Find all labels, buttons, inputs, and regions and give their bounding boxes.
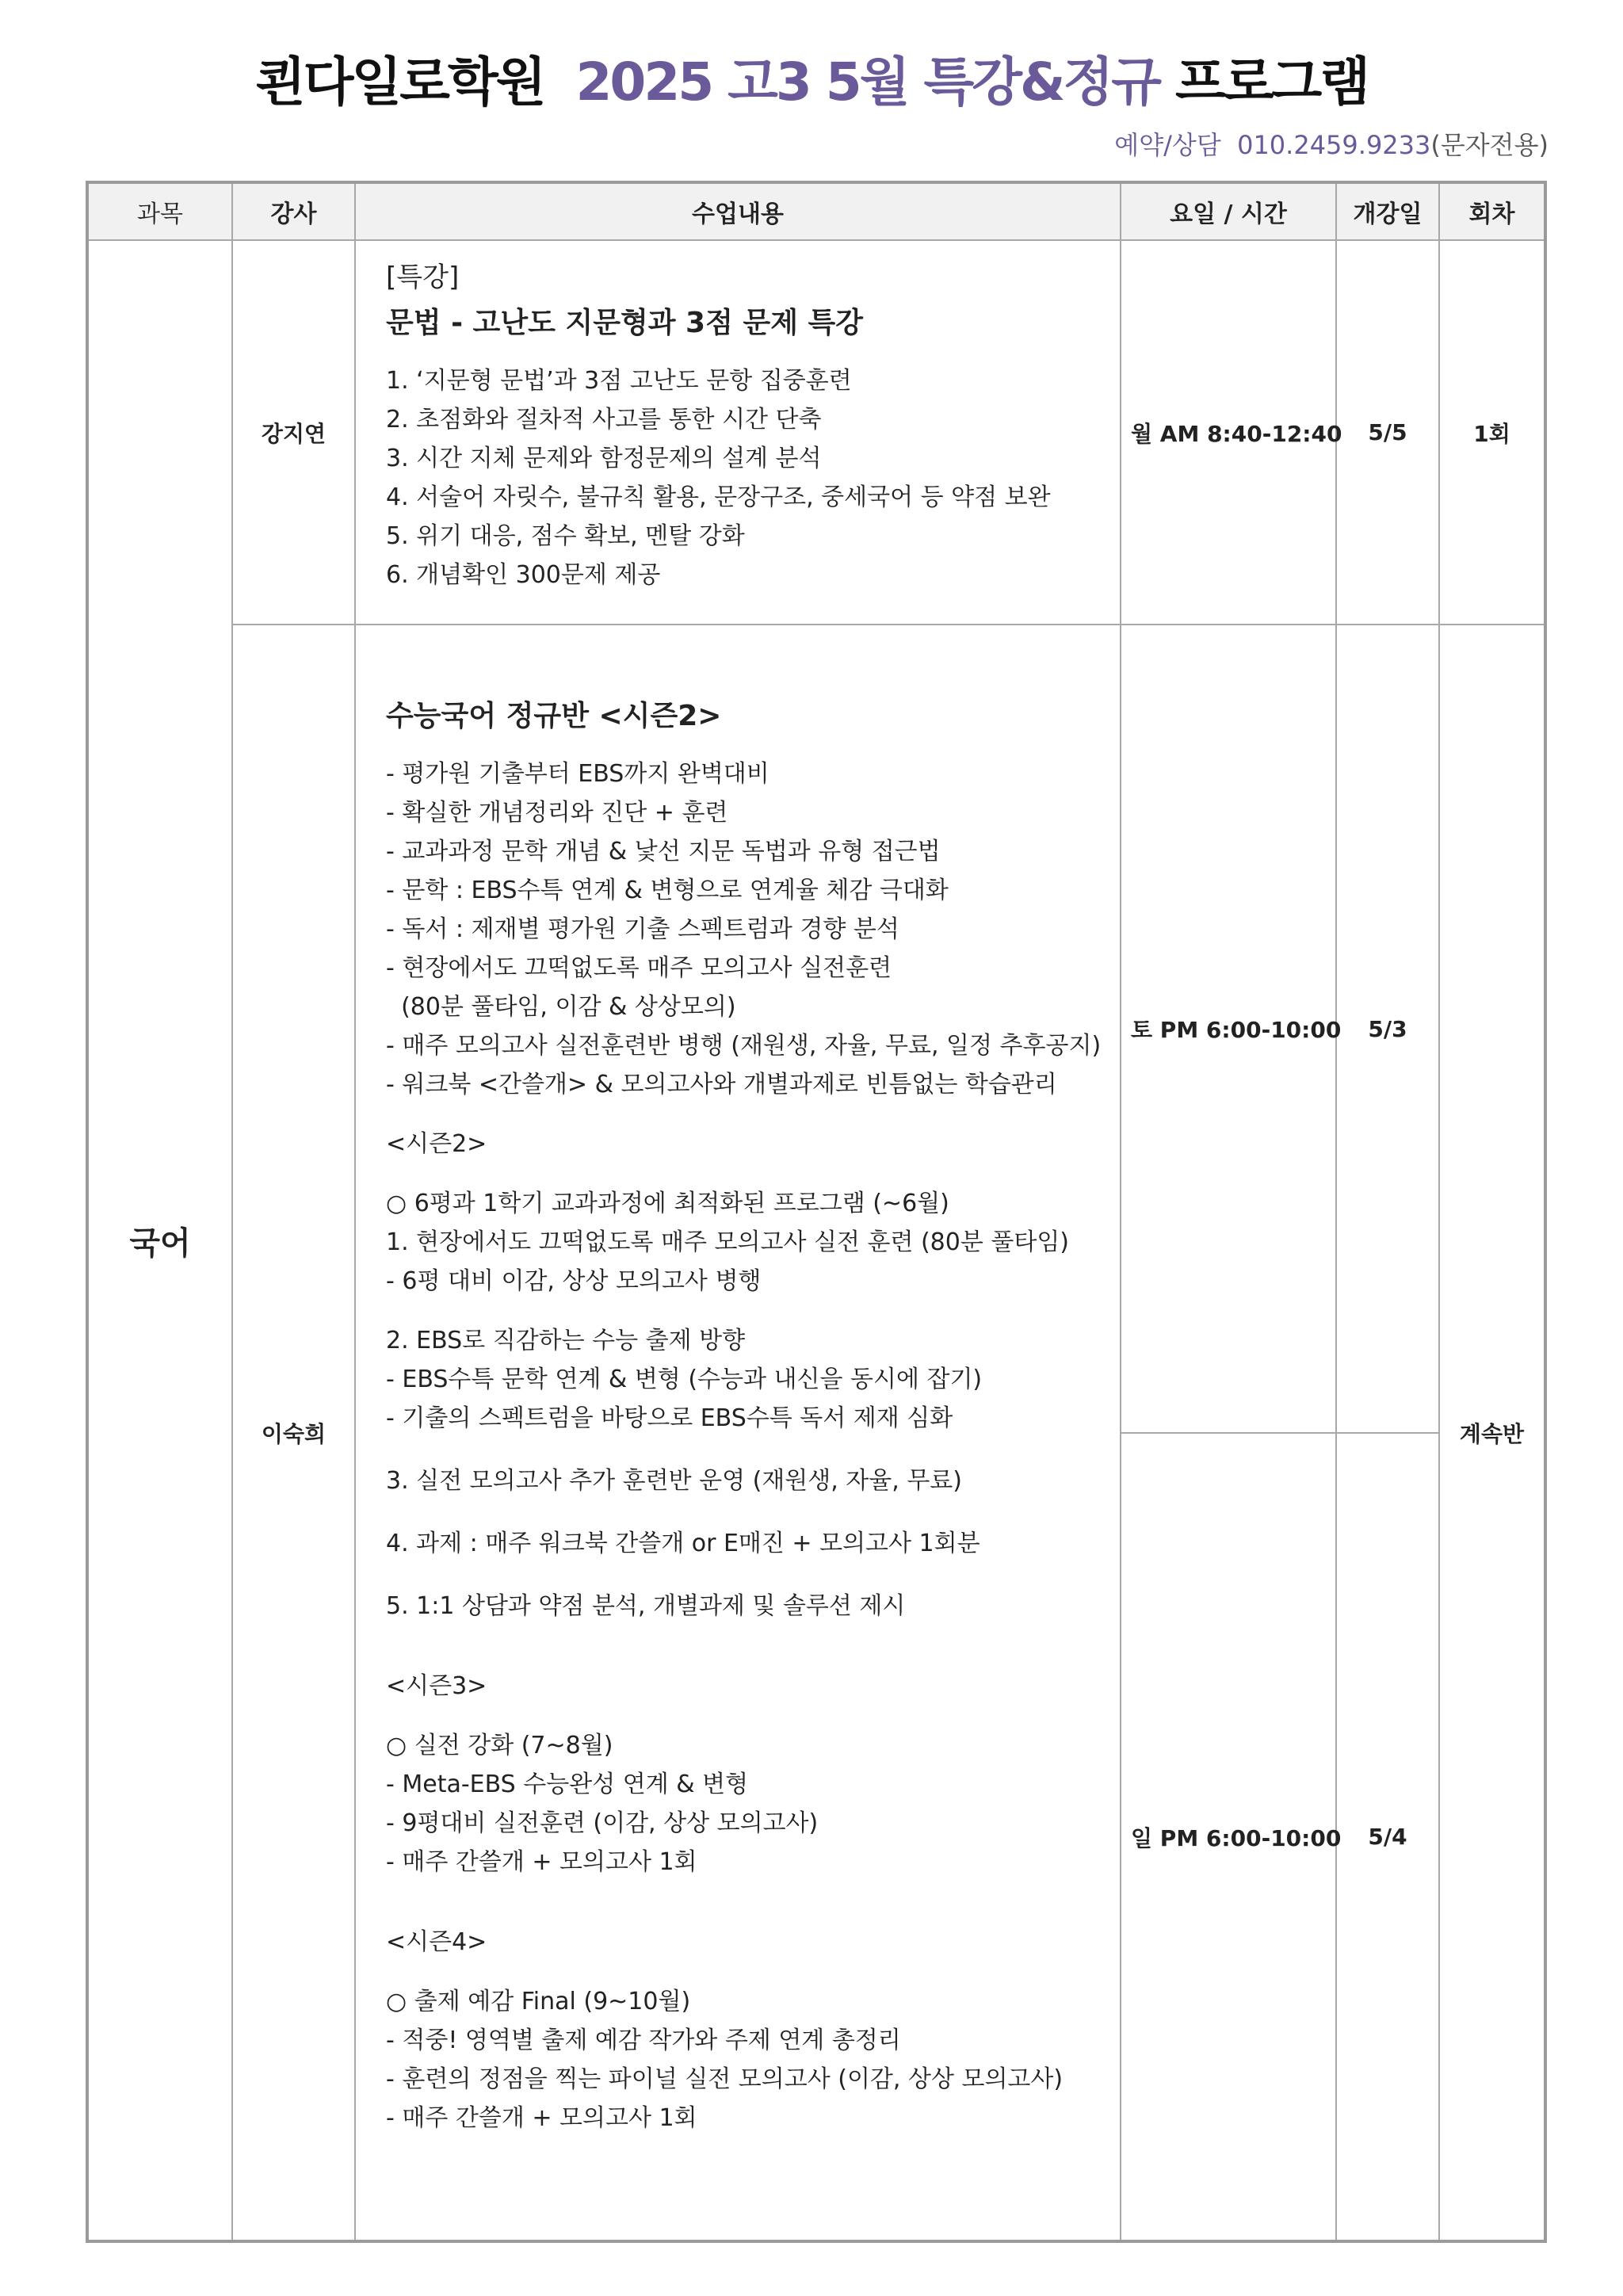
sessions-cell: 계속반 — [1439, 625, 1545, 2241]
list-item: 5. 위기 대응, 점수 확보, 멘탈 강화 — [386, 522, 745, 550]
course-tag: [특강] — [386, 262, 460, 293]
list-item: - Meta-EBS 수능완성 연계 & 변형 — [386, 1771, 749, 1798]
list-item: 3. 시간 지체 문제와 함정문제의 설계 분석 — [386, 445, 822, 472]
start-date-cell: 5/3 — [1336, 625, 1439, 1433]
list-item: - 기출의 스펙트럼을 바탕으로 EBS수특 독서 제재 심화 — [386, 1404, 953, 1432]
list-item: - 확실한 개념정리와 진단 + 훈련 — [386, 799, 728, 827]
teacher-cell: 이숙희 — [232, 625, 355, 2241]
start-date-cell: 5/5 — [1336, 240, 1439, 625]
list-item: - 적중! 영역별 출제 예감 작가와 주제 연계 총정리 — [386, 2027, 901, 2054]
season-label: <시즌2> — [386, 1130, 487, 1158]
list-item: - 교과과정 문학 개념 & 낯선 지문 독법과 유형 접근법 — [386, 838, 941, 865]
list-item: ○ 6평과 1학기 교과과정에 최적화된 프로그램 (~6월) — [386, 1190, 949, 1217]
list-item: - 9평대비 실전훈련 (이감, 상상 모의고사) — [386, 1809, 819, 1837]
contact-phone: 010.2459.9233 — [1237, 130, 1431, 160]
list-item: ○ 실전 강화 (7~8월) — [386, 1732, 613, 1759]
subject-cell: 국어 — [87, 240, 232, 2241]
list-item: 1. 현장에서도 끄떡없도록 매주 모의고사 실전 훈련 (80분 풀타임) — [386, 1228, 1070, 1256]
program-label: 프로그램 — [1175, 52, 1369, 113]
list-item: 4. 과제 : 매주 워크북 간쓸개 or E매진 + 모의고사 1회분 — [386, 1530, 980, 1557]
contact-line — [1114, 125, 1549, 162]
list-item: - 매주 간쓸개 + 모의고사 1회 — [386, 2104, 697, 2132]
academy-name: 쾬다일로학원 — [254, 52, 544, 113]
contact-note: (문자전용) — [1430, 130, 1549, 160]
list-item: - EBS수특 문학 연계 & 변형 (수능과 내신을 동시에 잡기) — [386, 1366, 983, 1393]
list-item: 2. 초점화와 절차적 사고를 통한 시간 단축 — [386, 406, 822, 434]
list-item: - 워크북 <간쓸개> & 모의고사와 개별과제로 빈틈없는 학습관리 — [386, 1071, 1057, 1098]
header-day-time: 요일 / 시간 — [1121, 182, 1336, 240]
program-title: 2025 고3 5월 특강&정규 — [575, 52, 1160, 113]
season-label: <시즌4> — [386, 1928, 487, 1956]
list-item: - 문학 : EBS수특 연계 & 변형으로 연계율 체감 극대화 — [386, 877, 949, 904]
list-item: - 독서 : 제재별 평가원 기출 스펙트럼과 경향 분석 — [386, 915, 899, 943]
start-date-cell: 5/4 — [1336, 1433, 1439, 2241]
season-label: <시즌3> — [386, 1672, 487, 1700]
list-item: - 6평 대비 이감, 상상 모의고사 병행 — [386, 1267, 762, 1295]
list-item: - 매주 간쓸개 + 모의고사 1회 — [386, 1848, 697, 1876]
list-item: - 매주 모의고사 실전훈련반 병행 (재원생, 자율, 무료, 일정 추후공지) — [386, 1032, 1102, 1060]
list-item: - 평가원 기출부터 EBS까지 완벽대비 — [386, 760, 769, 788]
day-time-cell: 월 AM 8:40-12:40 — [1121, 240, 1336, 625]
list-item: - 훈련의 정점을 찍는 파이널 실전 모의고사 (이감, 상상 모의고사) — [386, 2065, 1064, 2093]
course-heading: 문법 - 고난도 지문형과 3점 문제 특강 — [386, 307, 864, 339]
header-subject: 과목 — [87, 182, 232, 240]
page-title — [0, 40, 1623, 115]
day-time-cell: 일 PM 6:00-10:00 — [1121, 1433, 1336, 2241]
header-content: 수업내용 — [355, 182, 1121, 240]
list-item: 3. 실전 모의고사 추가 훈련반 운영 (재원생, 자율, 무료) — [386, 1467, 962, 1495]
list-item: 6. 개념확인 300문제 제공 — [386, 561, 661, 589]
table-row — [87, 240, 1545, 625]
list-item: - 현장에서도 끄떡없도록 매주 모의고사 실전훈련 — [386, 954, 892, 982]
list-item: 1. ‘지문형 문법’과 3점 고난도 문항 집중훈련 — [386, 367, 852, 395]
header-sessions: 회차 — [1439, 182, 1545, 240]
header-row — [87, 182, 1545, 240]
list-item: (80분 풀타임, 이감 & 상상모의) — [386, 993, 736, 1021]
course-content-cell — [355, 625, 1121, 2241]
contact-label: 예약/상담 — [1114, 130, 1221, 160]
list-item: 5. 1:1 상담과 약점 분석, 개별과제 및 솔루션 제시 — [386, 1592, 906, 1620]
day-time-cell: 토 PM 6:00-10:00 — [1121, 625, 1336, 1433]
sessions-cell: 1회 — [1439, 240, 1545, 625]
teacher-cell: 강지연 — [232, 240, 355, 625]
course-content-cell — [355, 240, 1121, 625]
header-teacher: 강사 — [232, 182, 355, 240]
list-item: 2. EBS로 직감하는 수능 출제 방향 — [386, 1327, 746, 1354]
list-item: ○ 출제 예감 Final (9~10월) — [386, 1988, 691, 2015]
header-start-date: 개강일 — [1336, 182, 1439, 240]
schedule-table — [86, 181, 1547, 2243]
list-item: 4. 서술어 자릿수, 불규칙 활용, 문장구조, 중세국어 등 약점 보완 — [386, 483, 1051, 511]
course-heading: 수능국어 정규반 <시즌2> — [386, 700, 722, 732]
table-row — [87, 625, 1545, 1433]
